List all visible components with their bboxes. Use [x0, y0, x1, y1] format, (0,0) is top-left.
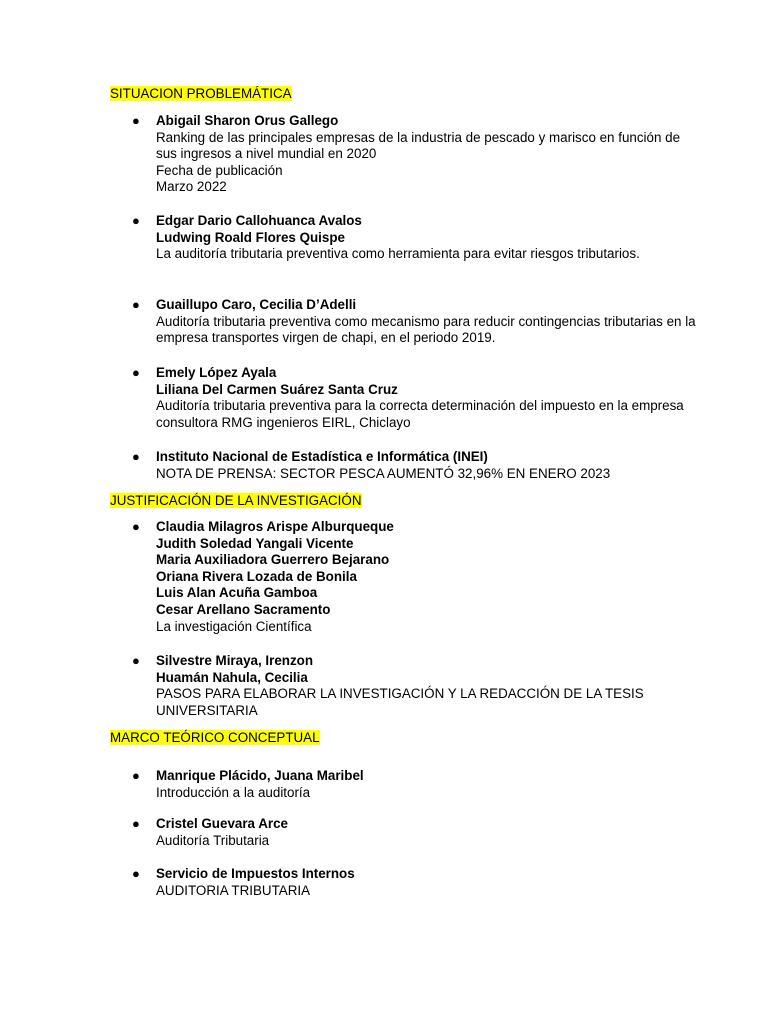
section-heading-marco-teorico — [110, 729, 320, 746]
reference-entry — [132, 297, 696, 347]
reference-title: Auditoría Tributaria — [156, 832, 270, 848]
bullet-icon: ● — [132, 519, 140, 534]
reference-entry — [132, 768, 696, 801]
reference-detail: Marzo 2022 — [156, 179, 227, 195]
bullet-icon: ● — [132, 653, 140, 668]
bullet-icon: ● — [132, 113, 140, 128]
reference-entry — [132, 816, 696, 849]
reference-entry — [132, 653, 696, 719]
bullet-icon: ● — [132, 213, 140, 228]
author-name: Emely López Ayala — [156, 365, 277, 380]
reference-entry — [132, 519, 696, 635]
bullet-icon: ● — [132, 866, 140, 881]
author-name: Ludwing Roald Flores Quispe — [156, 229, 345, 245]
reference-detail: Fecha de publicación — [156, 162, 283, 178]
reference-entry — [132, 365, 696, 431]
reference-title: Ranking de las principales empresas de la industria de pescado y marisco en función de sus ingresos a nivel mundial en 2020 — [156, 129, 681, 162]
author-name: Liliana Del Carmen Suárez Santa Cruz — [156, 381, 398, 397]
author-name: Luis Alan Acuña Gamboa — [156, 585, 318, 601]
bullet-icon: ● — [132, 768, 140, 783]
author-name: Oriana Rivera Lozada de Bonila — [156, 568, 357, 584]
author-name: Guaillupo Caro, Cecilia D’Adelli — [156, 297, 357, 312]
author-name: Maria Auxiliadora Guerrero Bejarano — [156, 552, 390, 568]
highlighted-heading-text: SITUACION PROBLEMÁTICA — [110, 86, 292, 101]
author-name: Manrique Plácido, Juana Maribel — [156, 768, 364, 783]
reference-entry — [132, 449, 696, 482]
author-name: Instituto Nacional de Estadística e Informática (INEI) — [156, 449, 488, 464]
reference-title: La auditoría tributaria preventiva como herramienta para evitar riesgos tributarios. — [156, 246, 640, 262]
reference-title: Auditoría tributaria preventiva como mecanismo para reducir contingencias tributarias en la empresa transportes virgen de chapi, en el periodo 2019. — [156, 313, 696, 346]
author-name: Servicio de Impuestos Internos — [156, 866, 355, 881]
highlighted-heading-text: JUSTIFICACIÓN DE LA INVESTIGACIÓN — [110, 493, 362, 508]
reference-entry — [132, 213, 696, 263]
author-name: Silvestre Miraya, Irenzon — [156, 653, 314, 668]
section-heading-situacion — [110, 85, 292, 102]
section-heading-justificacion — [110, 492, 362, 509]
highlighted-heading-text: MARCO TEÓRICO CONCEPTUAL — [110, 730, 320, 745]
reference-entry — [132, 113, 696, 196]
author-name: Abigail Sharon Orus Gallego — [156, 113, 339, 128]
reference-title: Auditoría tributaria preventiva para la correcta determinación del impuesto en la empresa consultora RMG ingenieros EIRL, Chiclayo — [156, 398, 684, 430]
author-name: Cesar Arellano Sacramento — [156, 601, 331, 617]
reference-entry — [132, 866, 696, 899]
author-name: Huamán Nahula, Cecilia — [156, 669, 308, 685]
author-name: Judith Soledad Yangali Vicente — [156, 535, 354, 551]
bullet-icon: ● — [132, 297, 140, 312]
author-name: Claudia Milagros Arispe Alburqueque — [156, 519, 394, 534]
bullet-icon: ● — [132, 816, 140, 831]
reference-title: AUDITORIA TRIBUTARIA — [156, 882, 311, 898]
author-name: Edgar Dario Callohuanca Avalos — [156, 213, 362, 228]
reference-title: La investigación Científica — [156, 618, 312, 634]
bullet-icon: ● — [132, 449, 140, 464]
reference-title: Introducción a la auditoría — [156, 784, 311, 800]
author-name: Cristel Guevara Arce — [156, 816, 288, 831]
reference-title: PASOS PARA ELABORAR LA INVESTIGACIÓN Y LA REDACCIÓN DE LA TESIS UNIVERSITARIA — [156, 686, 644, 718]
bullet-icon: ● — [132, 365, 140, 380]
reference-title: NOTA DE PRENSA: SECTOR PESCA AUMENTÓ 32,96% EN ENERO 2023 — [156, 465, 611, 481]
